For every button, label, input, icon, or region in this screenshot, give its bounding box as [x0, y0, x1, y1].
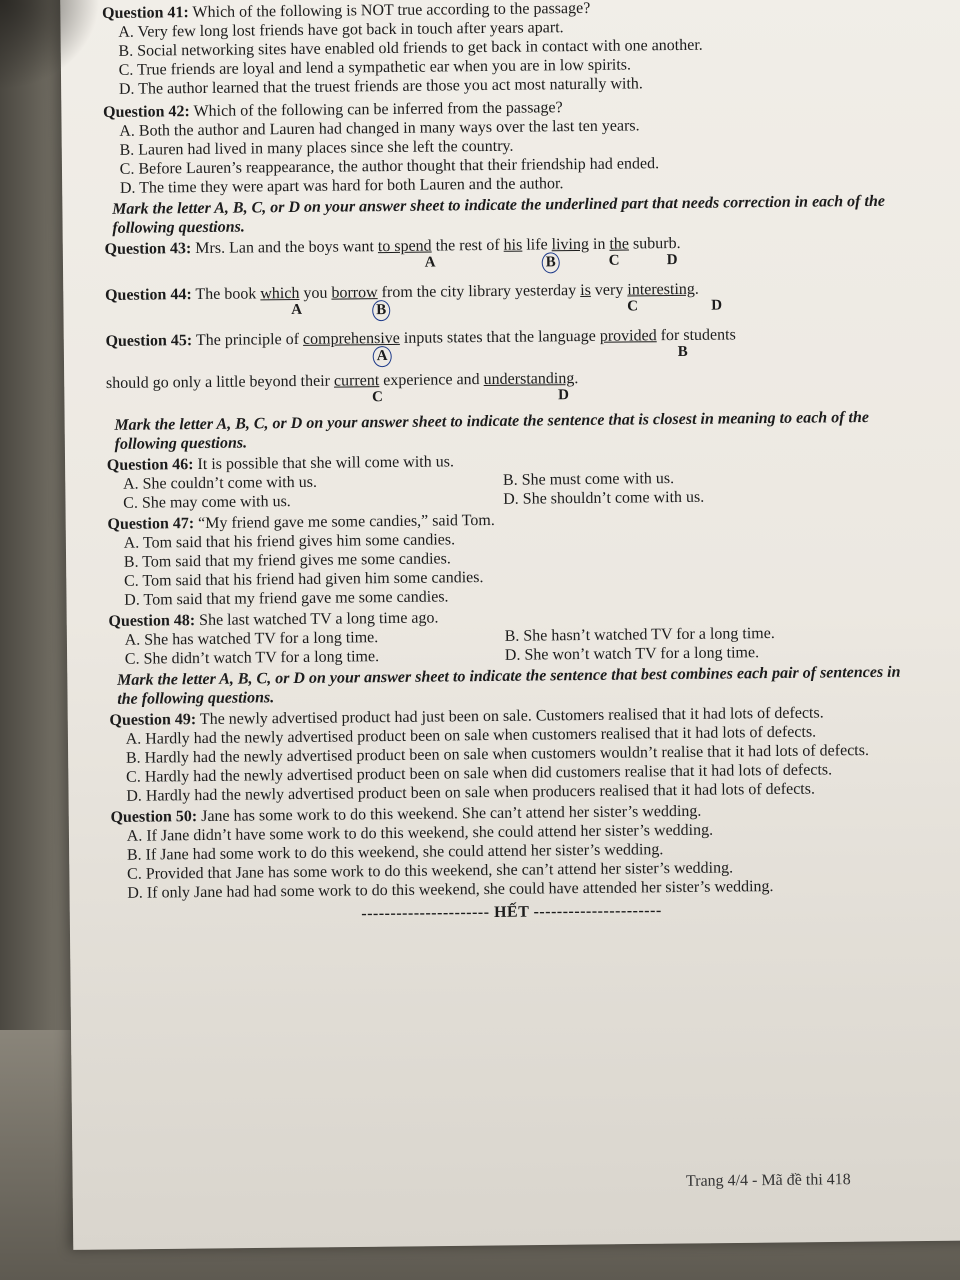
text-part: inputs states that the language — [399, 327, 600, 347]
text-part: very — [590, 281, 628, 299]
underlined-a: which — [260, 284, 300, 303]
letter-d: D — [666, 251, 678, 269]
question-stem: She last watched TV a long time ago. — [199, 609, 439, 630]
option-a: A. If Jane didn’t have some work to do this weekend, she could attend her sister’s wedding. — [126, 821, 714, 845]
option-b: B. Tom said that my friend gives me some candies. — [123, 550, 451, 571]
underlined-c: living — [551, 235, 590, 254]
option-c: C. True friends are loyal and lend a sympathetic ear when you are in low spirits. — [118, 56, 632, 79]
instruction-error-identification: Mark the letter A, B, C, or D on your answer sheet to indicate the underlined part that needs correction in each of the following questions. — [112, 192, 885, 237]
instruction-combine-sentences: Mark the letter A, B, C, or D on your answer sheet to indicate the sentence that best combines each pair of sentences in the following questions. — [116, 663, 901, 708]
underlined-d: the — [609, 235, 630, 253]
question-stem: Which of the following can be inferred from the passage? — [193, 99, 563, 121]
option-d: D. She shouldn’t come with us. — [503, 488, 705, 508]
underlined-b: his — [503, 236, 523, 254]
letter-c: C — [608, 252, 620, 269]
text-part: for students — [656, 326, 736, 345]
text-part: in — [588, 235, 610, 253]
question-label: Question 49: — [109, 711, 197, 729]
underlined-c: is — [580, 281, 591, 300]
option-a: A. Both the author and Lauren had changed in many ways over the last ten years. — [119, 117, 640, 140]
option-c: C. She may come with us. — [123, 493, 291, 512]
text-part: Mrs. Lan and the boys want — [195, 238, 378, 258]
option-d: D. The author learned that the truest friends are those you act most naturally with. — [118, 75, 643, 98]
text-part: suburb. — [628, 234, 681, 253]
question-label: Question 50: — [110, 808, 198, 826]
option-d: D. The time they were apart was hard for both Lauren and the author. — [119, 175, 564, 197]
underlined-d: understanding — [483, 370, 575, 389]
instruction-closest-meaning: Mark the letter A, B, C, or D on your answer sheet to indicate the sentence that is closest in meaning to each of the following questions. — [114, 408, 870, 453]
option-d: D. She won’t watch TV for a long time. — [504, 644, 760, 664]
question-stem: Jane has some work to do this weekend. She can’t attend her sister’s wedding. — [201, 802, 702, 826]
text-part: The book — [195, 285, 261, 304]
question-stem: It is possible that she will come with us. — [197, 453, 454, 474]
option-a: A. Tom said that his friend gives him some candies. — [123, 531, 456, 552]
corner-shadow — [0, 0, 100, 90]
text-part: you — [299, 284, 332, 302]
option-a: A. She has watched TV for a long time. — [124, 629, 379, 649]
question-label: Question 41: — [102, 4, 189, 22]
option-b: B. Lauren had lived in many places since she left the country. — [119, 137, 514, 159]
option-b: B. She hasn’t watched TV for a long time. — [504, 624, 775, 645]
option-b: B. Hardly had the newly advertised product been on sale when customers wouldn’t realise that it had lots of defects. — [125, 742, 870, 767]
option-a: A. Hardly had the newly advertised product been on sale when customers realised that it had lots of defects. — [125, 723, 817, 748]
text-part: The principle of — [195, 330, 304, 350]
text-part: . — [574, 370, 579, 388]
underlined-a: to spend — [377, 237, 432, 256]
letter-a: A — [291, 301, 303, 319]
option-a: A. Very few long lost friends have got back in touch after years apart. — [118, 19, 564, 41]
question-label: Question 45: — [105, 332, 193, 350]
question-stem: “My friend gave me some candies,” said Tom. — [198, 511, 495, 533]
question-stem: Which of the following is NOT true according to the passage? — [192, 0, 591, 22]
text-part: experience and — [379, 371, 484, 390]
question-label: Question 43: — [104, 240, 192, 258]
text-part: . — [694, 280, 699, 298]
question-label: Question 48: — [108, 612, 196, 630]
text-part: from the city library yesterday — [377, 282, 581, 302]
text-part: life — [522, 236, 552, 254]
option-b: B. Social networking sites have enabled old friends to get back in contact with one another. — [118, 36, 703, 60]
option-d: D. Hardly had the newly advertised product been on sale when producers realised that it had lots of defects. — [126, 780, 816, 805]
underlined-b: borrow — [331, 284, 378, 302]
letter-c: C — [372, 389, 384, 406]
end-marker: ---------------------- HẾT ---------------------- — [361, 902, 662, 923]
page-footer: Trang 4/4 - Mã đề thi 418 — [685, 1171, 851, 1190]
question-stem: The newly advertised product had just been on sale. Customers realised that it had lots of defects. — [199, 704, 824, 729]
question-label: Question 46: — [106, 456, 194, 474]
option-c: C. Tom said that his friend had given him some candies. — [123, 569, 484, 590]
option-c: C. Hardly had the newly advertised product been on sale when did customers realise that it had lots of defects. — [126, 761, 833, 786]
letter-d: D — [711, 297, 723, 314]
text-part: should go only a little beyond their — [105, 372, 335, 392]
letter-b-circled: B — [542, 252, 560, 273]
option-b: B. She must come with us. — [502, 470, 675, 489]
exam-content — [102, 0, 912, 926]
question-label: Question 42: — [103, 103, 190, 121]
option-c: C. She didn’t watch TV for a long time. — [124, 648, 380, 668]
option-d: D. Tom said that my friend gave me some candies. — [124, 588, 449, 609]
underlined-d: interesting — [627, 280, 695, 299]
letter-a: A — [424, 254, 436, 271]
letter-b: B — [677, 343, 688, 360]
underlined-c: current — [333, 372, 380, 390]
question-label: Question 44: — [104, 286, 192, 304]
letter-d: D — [558, 387, 570, 404]
option-d: D. If only Jane had had some work to do this weekend, she could have attended her sister’s wedding. — [127, 878, 774, 902]
option-a: A. She couldn’t come with us. — [122, 473, 318, 493]
letter-b-circled: B — [372, 300, 390, 321]
option-c: C. Before Lauren’s reappearance, the author thought that their friendship had ended. — [119, 155, 660, 178]
option-b: B. If Jane had some work to do this weekend, she could attend her sister’s wedding. — [126, 841, 664, 864]
letter-a-circled: A — [373, 346, 392, 367]
text-part: the rest of — [431, 236, 504, 255]
option-c: C. Provided that Jane has some work to do this weekend, she can’t attend her sister’s wedding. — [127, 859, 734, 883]
underlined-a: comprehensive — [302, 329, 400, 348]
question-label: Question 47: — [107, 515, 195, 533]
letter-c: C — [627, 298, 639, 315]
underlined-b: provided — [599, 327, 657, 345]
